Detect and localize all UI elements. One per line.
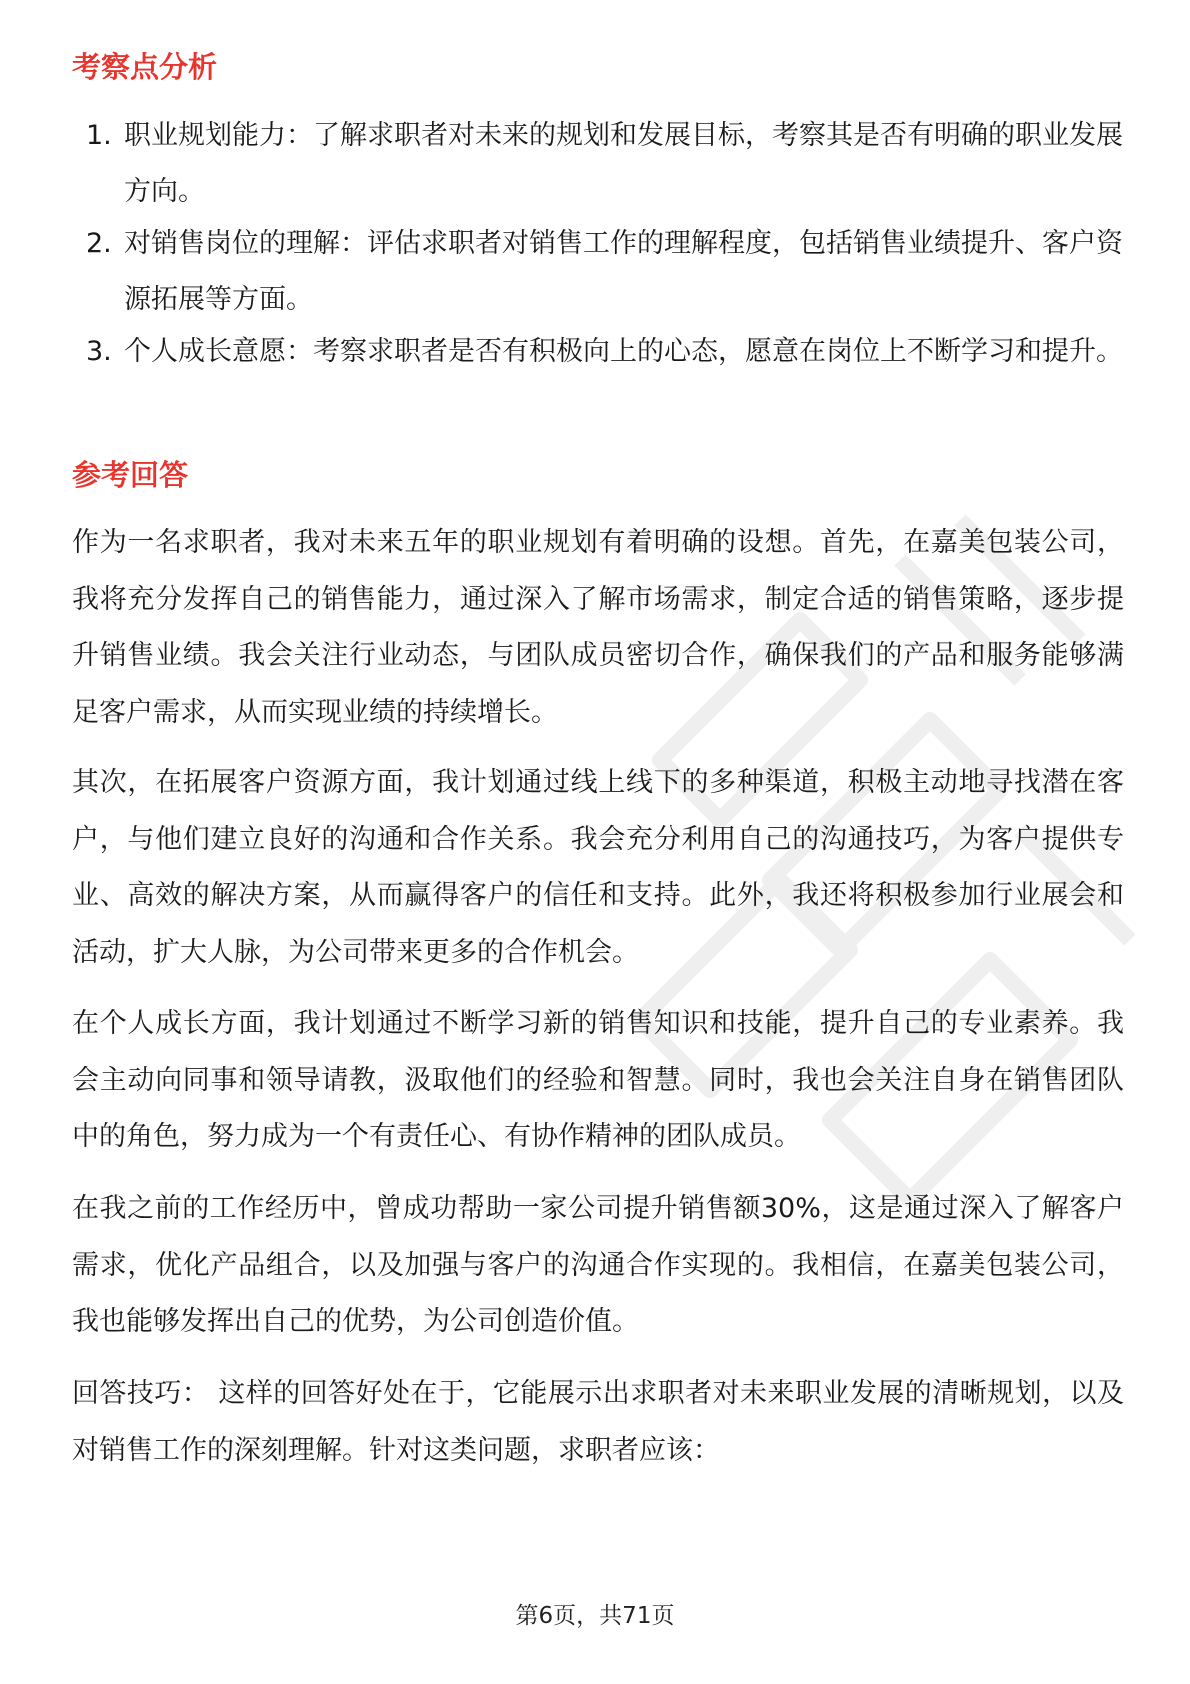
answer-paragraph: 在我之前的工作经历中，曾成功帮助一家公司提升销售额30%，这是通过深入了解客户需求，优化产品组合，以及加强与客户的沟通合作实现的。我相信，在嘉美包装公司，我也能够发挥出自己的优势，为公司创造价值。 <box>72 1193 1124 1337</box>
list-item-text: 个人成长意愿：考察求职者是否有积极向上的心态，愿意在岗位上不断学习和提升。 <box>124 336 1123 367</box>
section-title-analysis: 考察点分析 <box>72 50 218 84</box>
list-item-text: 对销售岗位的理解：评估求职者对销售工作的理解程度，包括销售业绩提升、客户资源拓展等方面。 <box>124 228 1123 315</box>
list-item-text: 职业规划能力：了解求职者对未来的规划和发展目标，考察其是否有明确的职业发展方向。 <box>124 120 1123 207</box>
answer-paragraph: 在个人成长方面，我计划通过不断学习新的销售知识和技能，提升自己的专业素养。我会主动向同事和领导请教，汲取他们的经验和智慧。同时，我也会关注自身在销售团队中的角色，努力成为一个有责任心、有协作精神的团队成员。 <box>72 1008 1124 1152</box>
section-title-reference-answer: 参考回答 <box>72 458 189 492</box>
list-number: 2. <box>86 228 112 259</box>
answer-tips-paragraph: 回答技巧： 这样的回答好处在于，它能展示出求职者对未来职业发展的清晰规划，以及对销售工作的深刻理解。针对这类问题，求职者应该： <box>72 1378 1124 1466</box>
page-number: 第6页，共71页 <box>515 1603 675 1629</box>
answer-paragraph: 作为一名求职者，我对未来五年的职业规划有着明确的设想。首先，在嘉美包装公司，我将充分发挥自己的销售能力，通过深入了解市场需求，制定合适的销售策略，逐步提升销售业绩。我会关注行业动态，与团队成员密切合作，确保我们的产品和服务能够满足客户需求，从而实现业绩的持续增长。 <box>72 527 1124 728</box>
list-item <box>72 216 1132 328</box>
list-item <box>72 108 1132 220</box>
list-number: 3. <box>86 336 112 367</box>
answer-paragraph: 其次，在拓展客户资源方面，我计划通过线上线下的多种渠道，积极主动地寻找潜在客户，与他们建立良好的沟通和合作关系。我会充分利用自己的沟通技巧，为客户提供专业、高效的解决方案，从而赢得客户的信任和支持。此外，我还将积极参加行业展会和活动，扩大人脉，为公司带来更多的合作机会。 <box>72 767 1124 968</box>
list-number: 1. <box>86 120 112 151</box>
list-item <box>72 324 1132 380</box>
